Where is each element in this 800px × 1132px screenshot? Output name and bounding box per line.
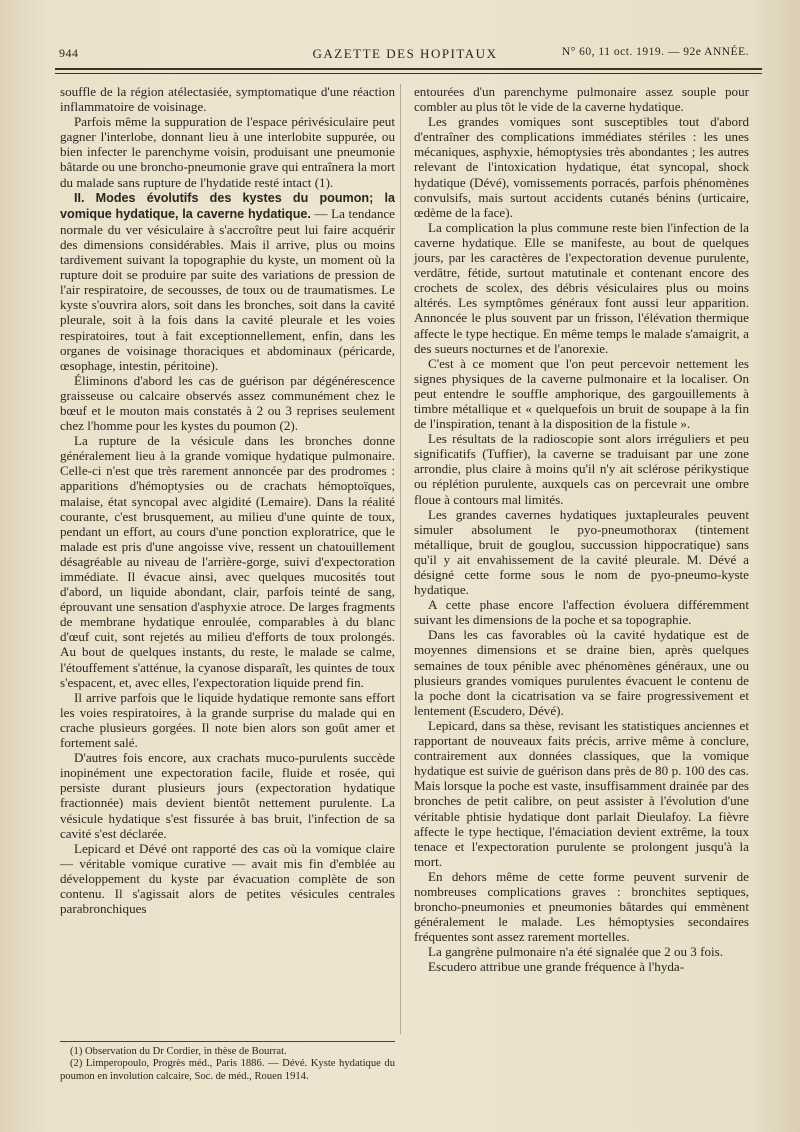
paragraph-text: La rupture de la vésicule dans les bronches donne généralement lieu à la grande vomique hydatique pulmonaire. Celle-ci n'est que très rarement annoncée par des prodromes : apparitions d'hémoptysies ou de crachats hémoptoïques, malaise, état syncopal avec algidité (Lemaire). Dans la réalité courante, c'est brusquement, au milieu d'une quinte de toux, pendant un effort, au cours d'une ponction exploratrice, que le malade est pris d'une angoisse vive, ressent un chatouillement désagréable au niveau de l'arrière-gorge, suivi d'expectoration immédiate. Il évacue ainsi, avec quelques mucosités tout d'abord, un liquide abondant, clair, parfois teinté de sang, éprouvant une sensation d'asphyxie atroce. De larges fragments de membrane hydatique enroulée, comparables à du blanc d'œuf cuit, sont rejetés au milieu d'efforts de toux prolongés. Au bout de quelques instants, du reste, le malade se calme, l'étouffement s'atténue, la cyanose disparaît, les quintes de toux s'espacent, et, avec elles, l'expectoration liquide prend fin. bbox=[60, 433, 395, 690]
paragraph-text: En dehors même de cette forme peuvent survenir de nombreuses complications graves : bronchites septiques, broncho-pneumonies et pneumonies bâtardes qui emmènent généralement le malade. Les hémoptysies secondaires fréquentes sont assez rarement mortelles. bbox=[414, 868, 749, 945]
paragraph-text: Lepicard, dans sa thèse, revisant les statistiques anciennes et rapportant de nouveaux faits précis, arrive même à conclure, contrairement aux données classiques, que la vomique hydatique est suivie de guérison dans près de 80 p. 100 des cas. Mais lorsque la poche est vaste, insuffisamment drainée par des bronches de petit calibre, on peut assister à l'évolution d'une véritable phtisie hydatique dont parlait Dieulafoy. La fièvre affecte le type hectique, l'émaciation devient extrême, la toux tenace et l'expectoration purulente se prolongent jusqu'à la mort. bbox=[414, 717, 749, 869]
page-number: 944 bbox=[59, 46, 79, 60]
paragraph bbox=[60, 690, 395, 750]
paragraph bbox=[414, 114, 749, 220]
paragraph-text: C'est à ce moment que l'on peut percevoir nettement les signes physiques de la caverne pulmonaire et la localiser. On peut entendre le souffle amphorique, des gargouillements à timbre métallique et « quelquefois un bruit de soupape à la fin de l'inspiration, tenant à la disposition de la fistule ». bbox=[414, 355, 749, 432]
paragraph bbox=[414, 597, 749, 627]
paragraph-text: — La tendance normale du ver vésiculaire à s'accroître peut lui faire acquérir des dimensions considérables. Mais il arrive, plus ou moins tardivement suivant la topographie du kyste, un moment où la rupture doit se produire par suite des variations de pression de l'air respiratoire, de secousses, de toux ou de traumatismes. Le kyste s'ouvrira alors, soit dans les bronches, soit dans la cavité pleurale, soit à la fois dans la cavité pleurale et les voies respiratoires, tout à fait exceptionnellement, enfin, dans les organes de voisinage thoraciques et abdominaux (péricarde, œsophage, intestin, péritoine). bbox=[60, 205, 395, 373]
issue-info: N° 60, 11 oct. 1919. — 92e ANNÉE. bbox=[561, 46, 749, 58]
paragraph bbox=[414, 718, 749, 869]
left-column bbox=[60, 84, 395, 916]
paragraph bbox=[414, 356, 749, 431]
footnote: (2) Limperopoulo, Progrès méd., Paris 1886. — Dévé. Kyste hydatique du poumon en involution calcaire, Soc. de méd., Rouen 1914. bbox=[60, 1058, 395, 1082]
running-header bbox=[55, 44, 755, 64]
paragraph bbox=[60, 750, 395, 841]
header-rule-thin bbox=[55, 73, 762, 74]
footnote-rule bbox=[60, 1041, 395, 1042]
paragraph-text: Les grandes cavernes hydatiques juxtapleurales peuvent simuler absolument le pyo-pneumothorax (tintement métallique, bruit de gouglou, succussion hippocratique) sans qu'il y ait envahissement de la cavité pleurale. M. Dévé a désigné cette forme sous le nom de pyo-pneumo-kyste hydatique. bbox=[414, 506, 749, 598]
journal-title: GAZETTE DES HOPITAUX bbox=[312, 46, 498, 61]
paragraph-text: Escudero attribue une grande fréquence à l'hyda- bbox=[428, 959, 685, 975]
column-separator bbox=[400, 84, 401, 1034]
paragraph-text: Les grandes vomiques sont susceptibles tout d'abord d'entraîner des complications immédiates stériles : les unes mécaniques, asphyxie, hémoptysies très abondantes ; les autres relevant de l'intoxication hydatique, état syncopal, shock hydatique (Dévé), vomissements porracés, parfois phénomènes convulsifs, mais surtout accidents cutanés bénins (urticaire, œdème de la face). bbox=[414, 114, 749, 220]
header-rule-thick bbox=[55, 68, 762, 70]
paragraph bbox=[414, 220, 749, 356]
paragraph-text: Lepicard et Dévé ont rapporté des cas où la vomique claire — véritable vomique curative — avait mis fin d'emblée au développement du kyste par évacuation complète de son contenu. Il s'agissait alors de petites vésicules centrales parabronchiques bbox=[60, 840, 395, 917]
paragraph bbox=[414, 84, 749, 114]
paragraph-text: Les résultats de la radioscopie sont alors irréguliers et peu significatifs (Tuffier), la caverne se traduisant par une zone arrondie, plus claire à moins qu'il n'y ait sclérose périkystique ou réplétion purulente, auxquels cas on percevrait une ombre floue à contours mal limités. bbox=[414, 431, 749, 507]
paragraph-text: La gangrène pulmonaire n'a été signalée que 2 ou 3 fois. bbox=[428, 944, 724, 960]
paragraph-text: D'autres fois encore, aux crachats muco-purulents succède inopinément une expectoration facile, fluide et rosée, qui persiste durant plusieurs jours (expectoration hydatique fractionnée) mais devient bientôt nettement purulente. La vésicule hydatique s'est fissurée à bas bruit, l'infection de sa cavité s'est déclarée. bbox=[60, 750, 395, 841]
paragraph bbox=[414, 959, 749, 974]
footnote: (1) Observation du Dr Cordier, in thèse de Bourrat. bbox=[70, 1046, 287, 1057]
paragraph bbox=[60, 190, 395, 373]
paragraph bbox=[414, 507, 749, 598]
paragraph bbox=[60, 84, 395, 114]
paragraph-text: entourées d'un parenchyme pulmonaire assez souple pour combler au plus tôt le vide de la caverne hydatique. bbox=[414, 84, 749, 115]
paragraph-text: A cette phase encore l'affection évoluera différemment suivant les dimensions de la poche et sa topographie. bbox=[414, 597, 749, 628]
section-heading: II. Modes évolutifs des kystes du poumon; la vomique hydatique, la caverne hydatique. bbox=[60, 190, 395, 221]
paragraph bbox=[60, 373, 395, 433]
paragraph bbox=[414, 869, 749, 944]
right-column bbox=[414, 84, 749, 975]
paragraph bbox=[414, 944, 749, 959]
paragraph-text: Éliminons d'abord les cas de guérison par dégénérescence graisseuse ou calcaire observés assez communément chez le bœuf et le mouton mais constatés à 2 ou 3 reprises seulement chez l'homme pour les kystes du poumon (2). bbox=[60, 372, 395, 434]
paragraph-text: La complication la plus commune reste bien l'infection de la caverne hydatique. Elle se manifeste, au bout de quelques jours, par les caractères de l'expectoration devenue purulente, verdâtre, fétide, surtout matutinale et contenant encore des crochets de scolex, des débris vésiculaires plus ou moins altérés. Les symptômes généraux font aussi leur apparition. Annoncée le plus souvent par un frisson, l'élévation thermique affecte le type hectique. En même temps le malade s'amaigrit, a des sueurs nocturnes et de l'anorexie. bbox=[414, 219, 749, 356]
paragraph bbox=[60, 114, 395, 189]
paragraph-text: souffle de la région atélectasiée, symptomatique d'une réaction inflammatoire de voisinage. bbox=[60, 84, 395, 115]
paragraph bbox=[414, 627, 749, 718]
paragraph bbox=[60, 433, 395, 690]
footnotes bbox=[60, 1046, 395, 1083]
paragraph bbox=[60, 841, 395, 916]
paragraph-text: Dans les cas favorables où la cavité hydatique est de moyennes dimensions et se draine bien, après quelques semaines de toux pénible avec phénomènes généraux, une ou plusieurs grandes vomiques purulentes évacuent le contenu de la poche dont la cicatrisation va se faire progressivement et lentement (Escudero, Dévé). bbox=[414, 627, 749, 718]
paragraph bbox=[414, 431, 749, 506]
paragraph-text: Parfois même la suppuration de l'espace périvésiculaire peut gagner l'interlobe, donnant lieu à une interlobite suppurée, ou bien infecter le parenchyme voisin, produisant une pneumonie bâtarde ou une broncho-pneumonie grave qui entraînera la mort du malade sans rupture de l'hydatide resté intact (1). bbox=[60, 114, 395, 190]
paragraph-text: Il arrive parfois que le liquide hydatique remonte sans effort les voies respiratoires, à la grande surprise du malade qui en crache plusieurs gorgées. Il note bien alors son goût amer et fortement salé. bbox=[60, 689, 395, 751]
